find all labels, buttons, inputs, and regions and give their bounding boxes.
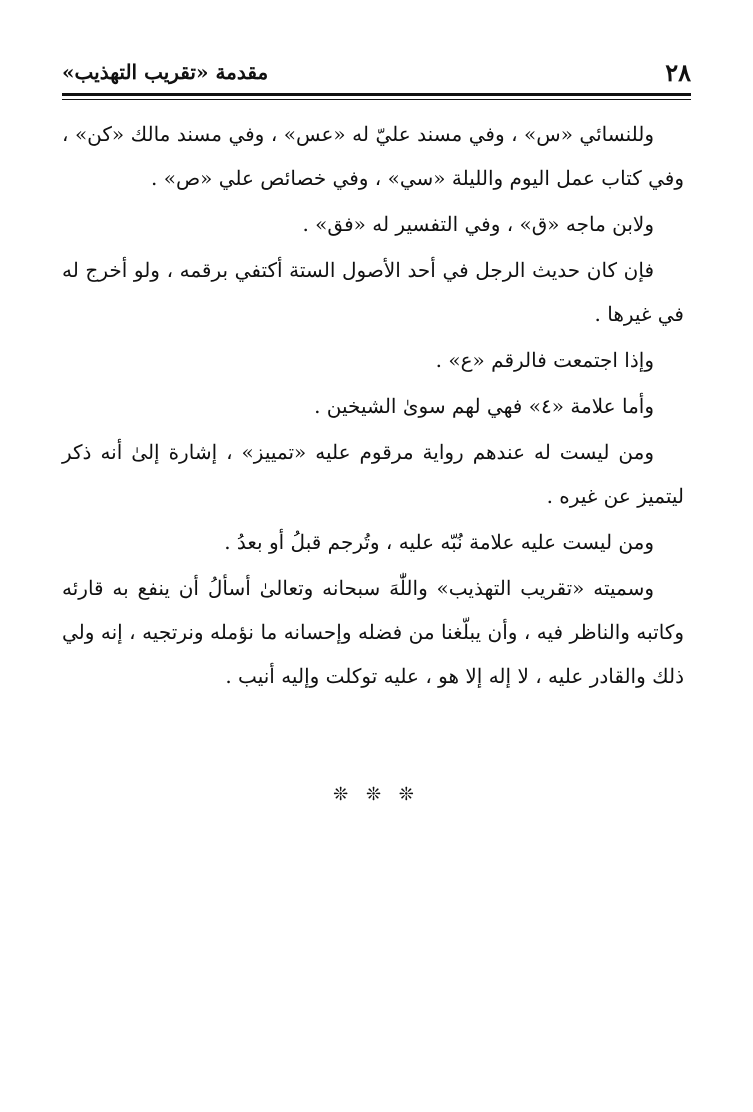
paragraph-nasai-symbols: وللنسائي «س» ، وفي مسند عليّ له «عس» ، وفي مسند مالك «كن» ، وفي كتاب عمل اليوم والليلة «سي» ، وفي خصائص علي «ص» .	[62, 122, 684, 190]
page-number: ٢٨	[665, 58, 691, 87]
paragraph-combined-symbol: وإذا اجتمعت فالرقم «ع» .	[435, 348, 654, 372]
paragraph-no-symbol-rule: ومن ليست عليه علامة نُبّه عليه ، وتُرجم قبلُ أو بعدُ .	[224, 530, 654, 554]
body-text	[62, 112, 684, 698]
header-rule-thin	[62, 99, 691, 100]
paragraph-six-books-rule: فإن كان حديث الرجل في أحد الأصول الستة أكتفي برقمه ، ولو أخرج له في غيرها .	[62, 258, 684, 326]
page-header	[62, 58, 691, 92]
section-separator: ❊ ❊ ❊	[333, 784, 420, 805]
paragraph-tamyiz-rule: ومن ليست له عندهم رواية مرقوم عليه «تمييز» ، إشارة إلىٰ أنه ذكر ليتميز عن غيره .	[62, 440, 684, 508]
paragraph-four-symbol: وأما علامة «٤» فهي لهم سوىٰ الشيخين .	[314, 394, 654, 418]
paragraph-book-naming: وسميته «تقريب التهذيب» واللّٰهَ سبحانه وتعالىٰ أسألُ أن ينفع به قارئه وكاتبه والناظر فيه ، وأن يبلّغنا من فضله وإحسانه ما نؤمله ونرتجيه ، إنه ولي ذلك والقادر عليه ، لا إله إلا هو ، عليه توكلت وإليه أنيب .	[62, 576, 684, 688]
header-rule-thick	[62, 93, 691, 96]
paragraph-ibn-majah-symbols: ولابن ماجه «ق» ، وفي التفسير له «فق» .	[302, 212, 654, 236]
running-title: مقدمة «تقريب التهذيب»	[62, 60, 269, 84]
